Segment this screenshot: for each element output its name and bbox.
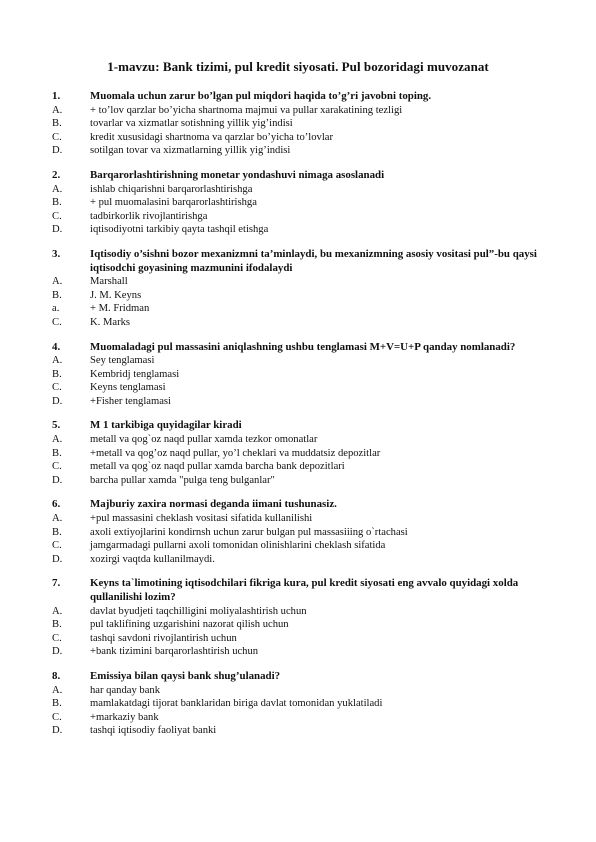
question-block bbox=[52, 419, 560, 487]
answer-option bbox=[52, 183, 560, 197]
question-block bbox=[52, 247, 560, 330]
answer-option bbox=[52, 553, 560, 567]
option-label: D. bbox=[52, 145, 63, 157]
option-text: Sey tenglamasi bbox=[90, 355, 155, 367]
question-number: 2. bbox=[52, 168, 61, 181]
option-label: C. bbox=[52, 711, 62, 723]
answer-option bbox=[52, 684, 560, 698]
question-number: 6. bbox=[52, 498, 61, 511]
option-text: har qanday bank bbox=[90, 684, 161, 696]
option-label: B. bbox=[52, 698, 62, 710]
answer-option bbox=[52, 117, 560, 131]
option-label: B. bbox=[52, 197, 62, 209]
option-label: C. bbox=[52, 382, 62, 394]
option-label: A. bbox=[52, 434, 63, 446]
option-label: A. bbox=[52, 183, 63, 195]
option-text: iqtisodiyotni tarkibiy qayta tashqil etishga bbox=[90, 224, 269, 236]
option-label: C. bbox=[52, 632, 62, 644]
answer-option bbox=[52, 210, 560, 224]
option-label: D. bbox=[52, 395, 63, 407]
answer-option bbox=[52, 539, 560, 553]
question-number: 4. bbox=[52, 340, 61, 353]
answer-option bbox=[52, 144, 560, 158]
option-label: B. bbox=[52, 526, 62, 538]
option-label: D. bbox=[52, 725, 63, 737]
option-label: D. bbox=[52, 646, 63, 658]
question-number: 7. bbox=[52, 577, 61, 590]
option-text: Keyns tenglamasi bbox=[90, 382, 166, 394]
answer-option bbox=[52, 724, 560, 738]
question-text: Iqtisodiy o’sishni bozor mexanizmni ta’minlaydi, bu mexanizmning asosiy vositasi pul”-bu qaysi iqtisodchi goyasining mazmunini ifodalaydi bbox=[90, 247, 537, 274]
answer-option bbox=[52, 381, 560, 395]
option-text: metall va qog`oz naqd pullar xamda barcha bank depozitlari bbox=[90, 461, 345, 473]
option-text: pul taklifining uzgarishini nazorat qilish uchun bbox=[90, 619, 289, 631]
question-text: Keyns ta`limotining iqtisodchilari fikriga kura, pul kredit siyosati eng avvalo quyidagi xolda qullanilishi lozim? bbox=[90, 577, 519, 603]
answer-option bbox=[52, 131, 560, 145]
question-block bbox=[52, 669, 560, 738]
option-text: metall va qog`oz naqd pullar xamda tezkor omonatlar bbox=[90, 434, 318, 446]
question-row bbox=[52, 90, 560, 104]
answer-option bbox=[52, 460, 560, 474]
answer-option bbox=[52, 632, 560, 646]
option-text: tashqi iqtisodiy faoliyat banki bbox=[90, 725, 217, 737]
option-text: +bank tizimini barqarorlashtirish uchun bbox=[90, 646, 259, 658]
option-label: B. bbox=[52, 368, 62, 380]
answer-option bbox=[52, 289, 560, 303]
option-label: D. bbox=[52, 474, 63, 486]
answer-option bbox=[52, 474, 560, 488]
answer-option bbox=[52, 354, 560, 368]
question-number: 3. bbox=[52, 247, 61, 260]
option-text: axoli extiyojlarini kondirnsh uchun zarur bulgan pul massasiiing o`rtachasi bbox=[90, 526, 408, 538]
answer-option bbox=[52, 711, 560, 725]
answer-option bbox=[52, 302, 560, 316]
option-label: B. bbox=[52, 118, 62, 130]
answer-option bbox=[52, 395, 560, 409]
option-text: sotilgan tovar va xizmatlarning yillik yig’indisi bbox=[90, 145, 291, 157]
question-text: Muomaladagi pul massasini aniqlashning ushbu tenglamasi M+V=U+P qanday nomlanadi? bbox=[90, 340, 516, 353]
option-label: A. bbox=[52, 513, 63, 525]
option-label: A. bbox=[52, 605, 63, 617]
question-text: Majburiy zaxira normasi deganda iimani tushunasiz. bbox=[90, 498, 337, 511]
option-label: a. bbox=[52, 303, 60, 315]
question-block bbox=[52, 340, 560, 409]
question-row bbox=[52, 498, 560, 512]
option-text: + to’lov qarzlar bo’yicha shartnoma majmui va pullar xarakatining tezligi bbox=[90, 104, 403, 116]
question-row bbox=[52, 168, 560, 183]
option-label: C. bbox=[52, 131, 62, 143]
answer-option bbox=[52, 605, 560, 619]
option-label: A. bbox=[52, 276, 63, 288]
option-text: jamgarmadagi pullarni axoli tomonidan olinishlarini cheklash sifatida bbox=[90, 540, 386, 552]
option-text: +pul massasini cheklash vositasi sifatida kullanilishi bbox=[90, 513, 313, 525]
option-text: Kembridj tenglamasi bbox=[90, 368, 180, 380]
option-text: +metall va qog’oz naqd pullar, yo’l cheklari va muddatsiz depozitlar bbox=[90, 447, 381, 459]
question-text: Barqarorlashtirishning monetar yondashuvi nimaga asoslanadi bbox=[90, 168, 385, 181]
answer-option bbox=[52, 223, 560, 237]
answer-option bbox=[52, 196, 560, 210]
option-label: A. bbox=[52, 684, 63, 696]
question-number: 5. bbox=[52, 419, 61, 432]
question-block bbox=[52, 90, 560, 158]
answer-option bbox=[52, 433, 560, 447]
question-list bbox=[52, 90, 560, 749]
option-label: C. bbox=[52, 461, 62, 473]
answer-option bbox=[52, 275, 560, 289]
question-text: M 1 tarkibiga quyidagilar kiradi bbox=[90, 419, 242, 432]
question-text: Emissiya bilan qaysi bank shug’ulanadi? bbox=[90, 669, 281, 682]
option-text: ishlab chiqarishni barqarorlashtirishga bbox=[90, 183, 253, 195]
option-label: C. bbox=[52, 540, 62, 552]
option-text: J. M. Keyns bbox=[90, 289, 142, 301]
option-label: D. bbox=[52, 224, 63, 236]
option-text: +Fisher tenglamasi bbox=[90, 395, 171, 407]
answer-option bbox=[52, 697, 560, 711]
question-number: 1. bbox=[52, 90, 61, 102]
question-row bbox=[52, 419, 560, 433]
option-text: +markaziy bank bbox=[90, 711, 159, 723]
question-block bbox=[52, 498, 560, 566]
option-label: B. bbox=[52, 447, 62, 459]
option-label: C. bbox=[52, 210, 62, 222]
option-label: A. bbox=[52, 104, 63, 116]
question-row bbox=[52, 247, 560, 275]
question-text: Muomala uchun zarur bo’lgan pul miqdori haqida to’g’ri javobni toping. bbox=[90, 90, 432, 102]
question-block bbox=[52, 577, 560, 659]
question-block bbox=[52, 168, 560, 237]
option-label: B. bbox=[52, 619, 62, 631]
answer-option bbox=[52, 512, 560, 526]
option-text: K. Marks bbox=[90, 316, 131, 328]
answer-option bbox=[52, 526, 560, 540]
option-text: xozirgi vaqtda kullanilmaydi. bbox=[90, 553, 215, 565]
option-text: tadbirkorlik rivojlantirishga bbox=[90, 210, 208, 222]
option-label: C. bbox=[52, 316, 62, 328]
page-title: 1-mavzu: Bank tizimi, pul kredit siyosati. Pul bozoridagi muvozanat bbox=[107, 59, 489, 74]
option-text: tashqi savdoni rivojlantirish uchun bbox=[90, 632, 237, 644]
option-label: A. bbox=[52, 355, 63, 367]
option-text: + M. Fridman bbox=[90, 303, 150, 315]
option-text: + pul muomalasini barqarorlashtirishga bbox=[90, 197, 257, 209]
answer-option bbox=[52, 368, 560, 382]
option-label: D. bbox=[52, 553, 63, 565]
answer-option bbox=[52, 618, 560, 632]
option-text: mamlakatdagi tijorat banklaridan biriga davlat tomonidan yuklatiladi bbox=[90, 698, 383, 710]
question-row bbox=[52, 577, 560, 604]
question-row bbox=[52, 340, 560, 355]
option-text: barcha pullar xamda "pulga teng bulganlar" bbox=[90, 474, 275, 486]
question-number: 8. bbox=[52, 669, 61, 682]
question-row bbox=[52, 669, 560, 684]
answer-option bbox=[52, 447, 560, 461]
option-text: davlat byudjeti taqchilligini moliyalashtirish uchun bbox=[90, 605, 307, 617]
option-text: tovarlar va xizmatlar sotishning yillik yig’indisi bbox=[90, 118, 293, 130]
option-text: kredit xususidagi shartnoma va qarzlar bo’yicha to’lovlar bbox=[90, 131, 333, 143]
answer-option bbox=[52, 316, 560, 330]
answer-option bbox=[52, 645, 560, 659]
option-label: B. bbox=[52, 289, 62, 301]
option-text: Marshall bbox=[90, 276, 128, 288]
answer-option bbox=[52, 104, 560, 118]
